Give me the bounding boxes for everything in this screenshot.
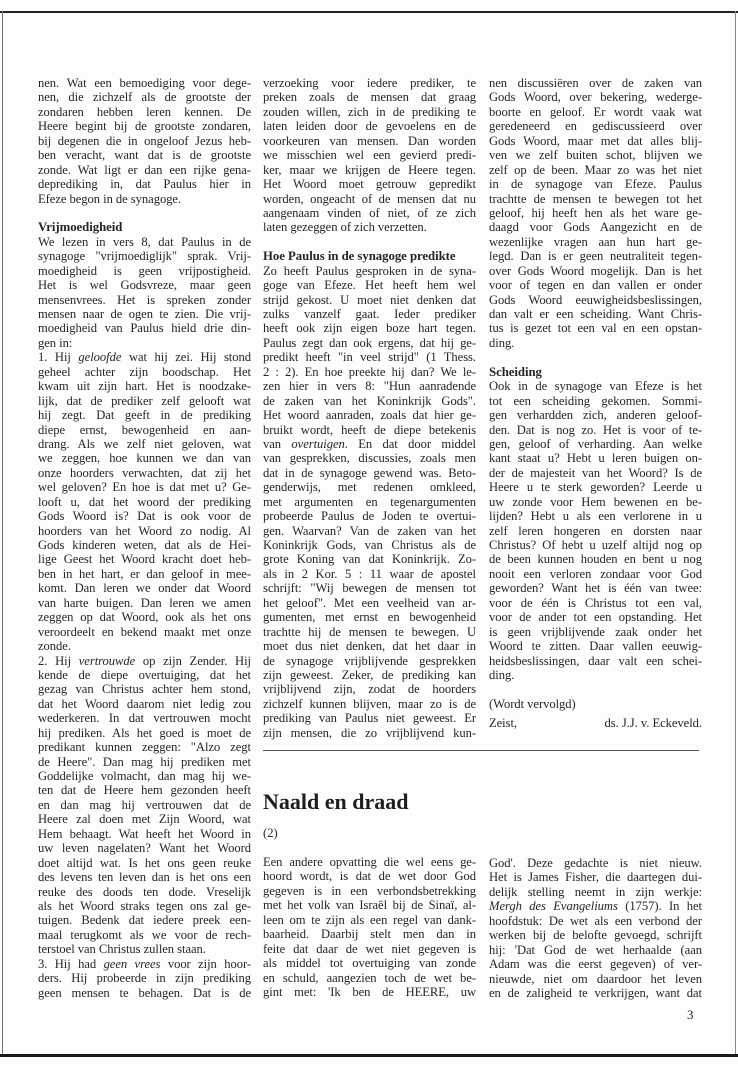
text-line: is geen vrijblijvende zaak onder het <box>489 624 702 639</box>
paragraph <box>489 856 702 1000</box>
text-line: mensenvrees. Het is spreken zonder <box>38 292 251 307</box>
italic-text: vertrouwde <box>78 653 136 668</box>
text-line: met het volk van Israël bij de Sinaï, al- <box>263 898 476 913</box>
text-line: geredeneerd en gediscussieerd over <box>489 119 702 134</box>
paragraph-spacer <box>489 350 702 364</box>
text-line: zelf op de been. Maar zo was het niet <box>489 162 702 177</box>
text-line: des levens ten leven dan is het ons een <box>38 870 251 885</box>
text-line: Goddelijke volmacht, dan mag hij we- <box>38 769 251 783</box>
text-line <box>489 899 702 913</box>
text-line: zondaren hebben leren kennen. De <box>38 104 251 119</box>
text-line: Adam was die eerst gegeven) of ver- <box>489 957 702 972</box>
text-line: doet altijd wat. Is het ons geen reuke <box>38 855 251 870</box>
text-line: zeggen op dat Woord, ook als het ons <box>38 610 251 625</box>
text-line: van gesprekken, discussies, zoals men <box>263 451 476 466</box>
text-line: we misschien wel een gevierd predi- <box>263 148 476 163</box>
paragraph <box>38 957 251 1000</box>
text-line: bruikt wordt, heeft de diepe betekenis <box>263 422 476 437</box>
text-line: tuigen. Bedenk dat iedere preek een- <box>38 913 251 928</box>
article1-column-1 <box>38 76 251 1000</box>
text-line: zichzelf kunnen blijven, maar zo is de <box>263 696 476 711</box>
text-line: laten leiden door de gevoelens en de <box>263 119 476 134</box>
text-line: zulks vanzelf gaat. Ieder prediker <box>263 307 476 321</box>
text-line: wel geloven? En hoe is dat met u? Ge- <box>38 480 251 495</box>
text-line: verzoeking voor iedere prediker, te <box>263 76 476 90</box>
text-line: ders. Hij probeerde in zijn prediking <box>38 971 251 986</box>
text-line: zen hier in vers 8: "Hun aanradende <box>263 379 476 394</box>
text-line: 2 : 2). En hoe preekte hij dan? We le- <box>263 364 476 379</box>
text-line: Hem behaagt. Wat heeft het Woord in <box>38 826 251 841</box>
text-line: Koninkrijk Gods, van Christus als de <box>263 538 476 552</box>
section-heading: Vrijmoedigheid <box>38 220 123 235</box>
text-segment: van <box>263 436 292 451</box>
text-line: prediking van Paulus niet geweest. Er <box>263 711 476 726</box>
italic-text: geloofde <box>78 350 122 365</box>
text-segment: op zijn Zender. Hij <box>135 653 251 668</box>
text-line: goge van Efeze. Het heeft hem wel <box>263 278 476 293</box>
text-line: wezenlijke vragen aan hun hart ge- <box>489 234 702 249</box>
text-line: de Heere". Dan mag hij prediken met <box>38 754 251 769</box>
text-line: synagoge "vrijmoediglijk" sprak. Vrij- <box>38 249 251 264</box>
text-line: leen om te zijn als een regel van dank- <box>263 912 476 927</box>
text-line <box>38 957 251 971</box>
text-line: ding. <box>489 667 515 682</box>
text-line: Een andere opvatting die wel eens ge- <box>263 855 476 869</box>
text-line: geheel achter zijn boodschap. Het <box>38 364 251 379</box>
text-line: God'. Deze gedachte is niet nieuw. <box>489 856 702 870</box>
text-line: gen, geloof of verharding. Aan welke <box>489 436 702 451</box>
text-line: moedigheid is geen vrijpostigheid. <box>38 263 251 278</box>
text-line: Heere u te sterk geworden? Leerde u <box>489 480 702 495</box>
text-line: voor de één is Christus tot een val, <box>489 595 702 610</box>
text-line: daagd voor Gods Aangezicht en de <box>489 220 702 235</box>
text-line: trachtte de mensen te bewegen tot het <box>489 191 702 206</box>
paragraph <box>38 235 251 351</box>
text-line: Het is wel Godsvreze, maar geen <box>38 278 251 293</box>
text-line: zonde. <box>38 639 71 654</box>
text-line: probeerde Paulus de Joden te overtui- <box>263 509 476 524</box>
paragraph <box>38 76 251 206</box>
paragraph <box>489 379 702 682</box>
text-line: en dan mag hij vertrouwen dat de <box>38 797 251 812</box>
text-line: nen. Wat een bemoediging voor dege- <box>38 76 251 90</box>
page-right-border <box>735 11 736 1056</box>
text-line: delijk stelling neemt in zijn werkje: <box>489 884 702 899</box>
text-line: als in 2 Kor. 5 : 11 waar de apostel <box>263 566 476 581</box>
text-line: Gods Woord is? Dat is ook voor de <box>38 509 251 524</box>
text-line: ven we zelf buiten schot, blijven we <box>489 148 702 163</box>
text-line: het geloof". Met een veelheid van ar- <box>263 595 476 610</box>
text-segment: 1. Hij <box>38 350 79 365</box>
text-line: moet dus niet denken, dat het daar in <box>263 639 476 654</box>
text-line: zouden willen, zich in de prediking te <box>263 104 476 119</box>
paragraph-spacer <box>489 682 702 696</box>
text-line: worden, ongeacht of de mensen dat nu <box>263 191 476 206</box>
paragraph <box>263 264 476 740</box>
text-line: wederkeren. In dat vertrouwen mocht <box>38 711 251 726</box>
text-line: grote Koning van dat Koninkrijk. Zo- <box>263 552 476 567</box>
section-heading: Hoe Paulus in de synagoge predikte <box>263 249 456 264</box>
text-line: Zo heeft Paulus gesproken in de syna- <box>263 263 476 278</box>
italic-text: overtuigen <box>291 436 345 451</box>
text-line: voor of tegen en dan vallen er onder <box>489 278 702 293</box>
text-line: We lezen in vers 8, dat Paulus in de <box>38 234 251 249</box>
text-line: Gods Woord eeuwigheidsbeslissingen, <box>489 292 702 307</box>
text-line: Het Woord moet getrouw gepredikt <box>263 177 476 192</box>
article1-column-2 <box>263 76 476 740</box>
text-line: zonde. Wat ligt er dan een rijke gena- <box>38 162 251 177</box>
text-line: trachtte hij de mensen te bewegen. U <box>263 624 476 639</box>
text-line: ding. <box>489 335 515 350</box>
text-line: Heere begint bij de grootste zondaren, <box>38 119 251 134</box>
text-line: mensen naar de ogen te zien. Die vrij- <box>38 307 251 321</box>
text-line: Woord te zitten. Daar vallen eeuwig- <box>489 639 702 654</box>
paragraph <box>38 654 251 957</box>
text-line: hoofdstuk: De wet als een verbond der <box>489 913 702 928</box>
article-separator-rule <box>263 750 699 751</box>
text-line: zijn geweest. Zeker, de prediking kan <box>263 667 476 682</box>
text-line: Christus? Of hebt u uzelf altijd nog op <box>489 538 702 552</box>
text-line: kende de diepe overtuiging, dat het <box>38 667 251 682</box>
text-line: Gods kinderen weten, dat als de Hei- <box>38 538 251 552</box>
text-line: kant staat u? Hebt u leren buigen on- <box>489 451 702 466</box>
text-line: de zaken van het Koninkrijk Gods". <box>263 393 476 408</box>
text-line <box>38 350 251 364</box>
text-line: ben in het hart, er dan geloof in mee- <box>38 566 251 581</box>
text-line: feite dat daar de wet niet gegeven is <box>263 941 476 956</box>
text-line <box>263 437 476 451</box>
article2-column-1 <box>263 855 476 999</box>
text-line: werken bij de belofte gevoegd, schrijft <box>489 928 702 943</box>
text-line: hij prediken. Als het goed is moet de <box>38 725 251 740</box>
text-line: heeft ook zijn eigen boze hart tegen. <box>263 321 476 336</box>
text-line: predikant kunnen zeggen: "Alzo zegt <box>38 740 251 755</box>
text-line: strijd gekost. U moet niet denken dat <box>263 292 476 307</box>
text-line: moedigheid van Paulus hield drie din- <box>38 321 251 336</box>
text-line: gumenten, met ernst en bewogenheid <box>263 610 476 625</box>
page-top-border <box>0 11 738 13</box>
text-line: gen. Waarvan? Van de zaken van het <box>263 523 476 538</box>
text-line: dat het Woord daarom niet ledig zou <box>38 696 251 711</box>
text-line: nooit een verloren zondaar voor God <box>489 566 702 581</box>
text-line: uw zonde voor Hem bewenen en be- <box>489 494 702 509</box>
text-line: de synagoge vrijblijvende gesprekken <box>263 653 476 668</box>
text-line: de been kunnen houden en bent u nog <box>489 552 702 567</box>
text-line: veroordeelt en bekend maakt met onze <box>38 624 251 639</box>
text-segment: 2. Hij <box>38 653 79 668</box>
text-line: gegeven is in een verbondsbetrekking <box>263 883 476 898</box>
text-line: Heere zal doen met Zijn Woord, wat <box>38 812 251 827</box>
text-line: ben veracht, want dat is de grootste <box>38 148 251 163</box>
text-line: zelf leren hongeren en dorsten naar <box>489 523 702 538</box>
text-line: zijn mensen, die zo vrijblijvend kun- <box>263 725 476 740</box>
text-line: maal terugkomt als we voor de rech- <box>38 927 251 942</box>
text-line: der de majesteit van het Woord? Is de <box>489 465 702 480</box>
text-line: als middel tot overtuiging van zonde <box>263 956 476 971</box>
text-line: hij zegt. Dat geeft in de prediking <box>38 408 251 423</box>
text-line: Efeze begon in de synagoge. <box>38 191 182 206</box>
text-line: deprediking in, dat Paulus hier in <box>38 177 251 192</box>
text-line: tot een scheiding gekomen. Sommi- <box>489 393 702 408</box>
text-line: heidsbeslissingen, daar valt een schei- <box>489 653 702 668</box>
text-line: gen verhardden zich, anderen geloof- <box>489 408 702 423</box>
text-line: den. Dat is nog zo. Het is voor of te- <box>489 422 702 437</box>
text-line: gen in: <box>38 335 73 350</box>
text-line: reuke des doods ten dode. Vreselijk <box>38 884 251 899</box>
article2-title: Naald en draad <box>263 789 409 814</box>
text-line: geen mensen te behagen. Dat is de <box>38 985 251 1000</box>
paragraph <box>263 855 476 999</box>
paragraph <box>38 350 251 653</box>
text-line: Paulus zegt dan ook ergens, dat hij ge- <box>263 335 476 350</box>
text-line: aangenaam vinden of niet, of ze zich <box>263 205 476 220</box>
text-line: ten dat de Heere hem gezonden heeft <box>38 783 251 798</box>
text-line: van harte buigen. Dan leren we amen <box>38 595 251 610</box>
text-line: genderwijs, met redenen omkleed, <box>263 480 476 495</box>
text-line: dat in de synagoge gewend was. Beto- <box>263 465 476 480</box>
text-line: met argumenten en tegenargumenten <box>263 494 476 509</box>
paragraph <box>489 697 702 711</box>
paragraph-spacer <box>38 206 251 220</box>
text-line: en schuld, aangezien toch de wet be- <box>263 970 476 985</box>
signature-place: Zeist, <box>489 716 518 731</box>
text-line: looft u, dat het woord der prediking <box>38 494 251 509</box>
paragraph-spacer <box>263 235 476 249</box>
text-line: we zeggen, hoe kunnen we dan van <box>38 451 251 466</box>
text-line: nen, die zichzelf als de grootste der <box>38 90 251 105</box>
text-line: hoord wordt, is dat de wet door God <box>263 869 476 884</box>
page-bottom-border <box>0 1054 738 1057</box>
text-line: lige Geest het Woord kracht doet heb- <box>38 552 251 567</box>
text-segment: . En dat door middel <box>344 436 476 451</box>
text-line: tus is gezet tot een val en een opstan- <box>489 321 702 336</box>
text-line: diepe ernst, bewogenheid en aan- <box>38 422 251 437</box>
text-line: in de synagoge van Efeze. Paulus <box>489 177 702 192</box>
text-segment: wat hij zei. Hij stond <box>121 350 251 365</box>
text-line <box>38 654 251 668</box>
article2-part-number: (2) <box>263 826 278 840</box>
text-line: geworden? Want het is één van twee: <box>489 581 702 596</box>
text-line: boorte en geloof. Er wordt vaak wat <box>489 104 702 119</box>
text-line: Gods Woord, maar met dat alles blij- <box>489 133 702 148</box>
text-line: kwam uit zijn hart. Het is noodzake- <box>38 379 251 394</box>
text-line: nen discussiëren over de zaken van <box>489 76 702 90</box>
text-line: vrijblijvend zijn, zodat de hoorders <box>263 682 476 697</box>
text-line: lijden? Hebt u als een verlorene in u <box>489 509 702 524</box>
text-line: laten gezeggen of zich verzetten. <box>263 220 427 235</box>
text-line: en de zaligheid te verkrijgen, want dat <box>489 985 702 1000</box>
signature-author: ds. J.J. v. Eckeveld. <box>604 716 702 731</box>
text-line: hoorders van het Woord zo nodig. Al <box>38 523 251 538</box>
text-segment: voor zijn hoor- <box>160 956 251 971</box>
text-line: komt. Dan leren we onder dat Woord <box>38 581 251 596</box>
text-line: gint met: 'Ik ben de HEERE, uw <box>263 984 476 999</box>
text-line: als het Woord straks tegen ons zal ge- <box>38 898 251 913</box>
text-line: legd. Dan is er geen neutraliteit tegen- <box>489 249 702 264</box>
article1-column-3 <box>489 76 702 731</box>
text-line: Het woord aanraden, zoals dat hier ge- <box>263 408 476 423</box>
text-segment: 3. Hij had <box>38 956 104 971</box>
text-line: onze hoorders verwachten, dat zij het <box>38 465 251 480</box>
text-line: terstoel van Christus zullen staan. <box>38 942 206 957</box>
italic-text: Mergh des Evangeliums <box>489 899 618 914</box>
text-line: over Gods Woord mogelijk. Dan is het <box>489 263 702 278</box>
text-line: Gods Woord, over bekering, wederge- <box>489 90 702 105</box>
text-line: nieuwde, niet om daardoor het leven <box>489 971 702 986</box>
text-line: baarheid. Daarbij stelt men dan in <box>263 927 476 942</box>
text-line: hij: 'Dat God de wet herhaalde (aan <box>489 942 702 957</box>
text-line: uw leven nagelaten? Want het Woord <box>38 841 251 856</box>
text-line: bij degenen die in ongeloof Jezus heb- <box>38 133 251 148</box>
text-line: gezag van Christus achter hem stond, <box>38 682 251 697</box>
paragraph <box>263 76 476 235</box>
text-line: Het is James Fisher, die daartegen dui- <box>489 870 702 885</box>
italic-text: geen vrees <box>103 956 161 971</box>
text-line: preken zoals de mensen dat graag <box>263 90 476 105</box>
text-line: lijk, dat de prediker zelf gelooft wat <box>38 393 251 408</box>
text-line: Ook in de synagoge van Efeze is het <box>489 379 702 394</box>
text-line: geloof, hij heeft hen als het ware ge- <box>489 205 702 220</box>
text-line: voorkeuren van mensen. Dan worden <box>263 133 476 148</box>
signature-line <box>489 716 702 730</box>
article2-column-2 <box>489 856 702 1000</box>
page-left-border <box>2 11 3 1056</box>
paragraph <box>489 76 702 350</box>
text-line: drang. Als we zelf niet geloven, wat <box>38 436 251 451</box>
text-line: dan valt er een scheiding. Want Chris- <box>489 307 702 321</box>
text-line: (Wordt vervolgd) <box>489 696 576 711</box>
text-segment: (1757). In het <box>617 899 702 914</box>
page-number: 3 <box>687 1007 694 1022</box>
text-line: ker, maar we krijgen de Heere tegen. <box>263 162 476 177</box>
section-heading: Scheiding <box>489 364 542 379</box>
text-line: predikt heeft "in veel strijd" (1 Thess. <box>263 350 476 365</box>
text-line: schrijft: "Wij bewegen de mensen tot <box>263 581 476 596</box>
text-line: voor de ander tot een opstanding. Het <box>489 610 702 625</box>
